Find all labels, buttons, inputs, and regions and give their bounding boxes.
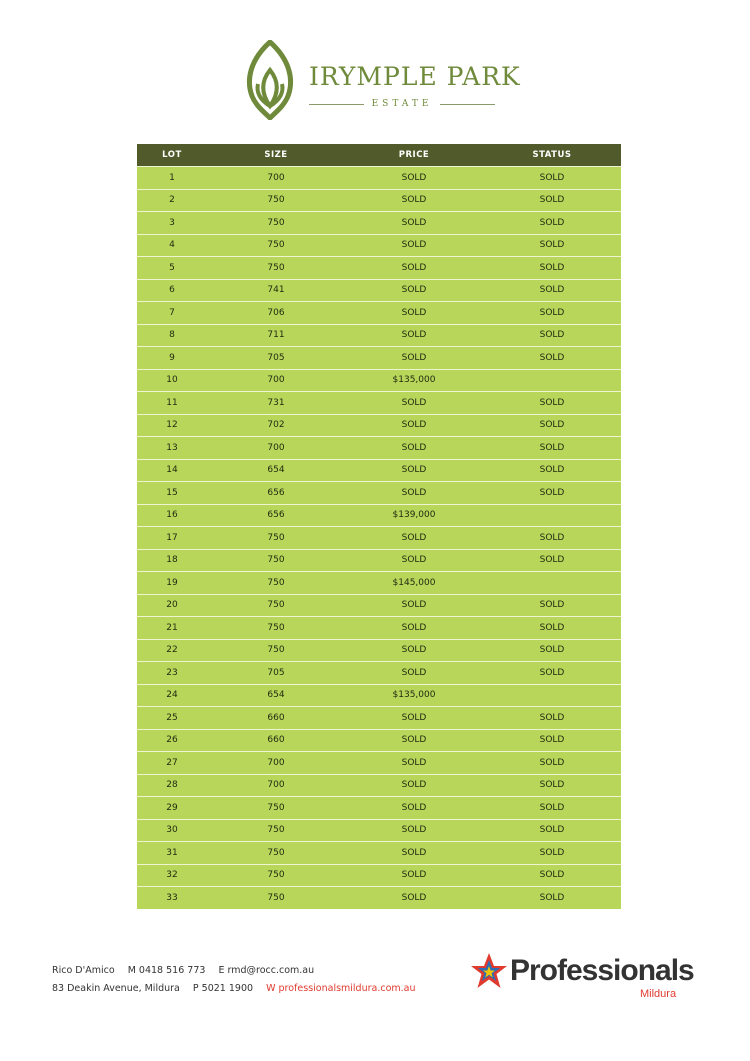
cell-lot: 22 (166, 645, 178, 656)
cell-status: SOLD (539, 825, 565, 836)
table-row (137, 504, 621, 527)
cell-status: SOLD (539, 600, 565, 611)
table-row (137, 751, 621, 774)
table-row (137, 594, 621, 617)
cell-price: SOLD (401, 735, 427, 746)
cell-price: SOLD (401, 487, 427, 498)
cell-size: 750 (267, 532, 285, 543)
cell-status: SOLD (539, 262, 565, 273)
divider (440, 104, 495, 105)
leaf-icon (244, 40, 296, 120)
cell-lot: 25 (166, 712, 178, 723)
cell-status: SOLD (539, 802, 565, 813)
table-row (137, 841, 621, 864)
cell-status: SOLD (539, 442, 565, 453)
cell-status: SOLD (539, 712, 565, 723)
cell-size: 750 (267, 802, 285, 813)
brand-name: Professionals (510, 954, 694, 987)
cell-lot: 11 (166, 397, 178, 408)
table-row (137, 774, 621, 797)
cell-size: 705 (267, 352, 285, 363)
table-row (137, 549, 621, 572)
cell-lot: 24 (166, 690, 178, 701)
cell-size: 705 (267, 667, 285, 678)
cell-status: SOLD (539, 420, 565, 431)
table-row (137, 526, 621, 549)
cell-price: SOLD (401, 847, 427, 858)
cell-lot: 13 (166, 442, 178, 453)
cell-lot: 12 (166, 420, 178, 431)
phone-number: 5021 1900 (201, 983, 254, 994)
cell-size: 750 (267, 825, 285, 836)
cell-lot: 9 (169, 352, 175, 363)
table-row (137, 481, 621, 504)
cell-lot: 14 (166, 465, 178, 476)
lot-table (137, 144, 621, 909)
professionals-logo (470, 950, 700, 1010)
office-address: 83 Deakin Avenue, Mildura (52, 983, 180, 994)
cell-size: 700 (267, 375, 285, 386)
table-row (137, 346, 621, 369)
cell-lot: 3 (169, 217, 175, 228)
table-row (137, 684, 621, 707)
table-row (137, 414, 621, 437)
cell-size: 656 (267, 510, 285, 521)
divider (309, 104, 364, 105)
cell-price: SOLD (401, 622, 427, 633)
cell-price: SOLD (401, 397, 427, 408)
cell-price: SOLD (401, 780, 427, 791)
cell-size: 750 (267, 892, 285, 903)
column-header-lot: LOT (162, 150, 182, 160)
cell-lot: 26 (166, 735, 178, 746)
cell-lot: 18 (166, 555, 178, 566)
cell-lot: 30 (166, 825, 178, 836)
cell-price: SOLD (401, 442, 427, 453)
table-row (137, 661, 621, 684)
cell-lot: 29 (166, 802, 178, 813)
cell-status: SOLD (539, 645, 565, 656)
cell-lot: 20 (166, 600, 178, 611)
website-link[interactable]: professionalsmildura.com.au (278, 983, 416, 994)
cell-price: SOLD (401, 172, 427, 183)
cell-status: SOLD (539, 735, 565, 746)
cell-lot: 19 (166, 577, 178, 588)
cell-lot: 23 (166, 667, 178, 678)
cell-size: 750 (267, 217, 285, 228)
cell-price: SOLD (401, 757, 427, 768)
table-row (137, 706, 621, 729)
cell-price: SOLD (401, 825, 427, 836)
cell-price: SOLD (401, 802, 427, 813)
cell-price: SOLD (401, 195, 427, 206)
web-label: W (266, 983, 276, 994)
cell-status: SOLD (539, 195, 565, 206)
table-row (137, 639, 621, 662)
cell-lot: 21 (166, 622, 178, 633)
cell-price: SOLD (401, 217, 427, 228)
cell-size: 741 (267, 285, 285, 296)
email-address: rmd@rocc.com.au (227, 965, 315, 976)
cell-status: SOLD (539, 870, 565, 881)
cell-price: SOLD (401, 352, 427, 363)
cell-lot: 32 (166, 870, 178, 881)
cell-lot: 16 (166, 510, 178, 521)
cell-status: SOLD (539, 285, 565, 296)
cell-status: SOLD (539, 307, 565, 318)
estate-logo (0, 36, 750, 126)
cell-price: SOLD (401, 262, 427, 273)
cell-price: $145,000 (392, 577, 436, 588)
cell-status: SOLD (539, 847, 565, 858)
cell-price: SOLD (401, 285, 427, 296)
cell-lot: 10 (166, 375, 178, 386)
cell-price: SOLD (401, 600, 427, 611)
cell-price: $139,000 (392, 510, 436, 521)
cell-size: 700 (267, 757, 285, 768)
table-row (137, 886, 621, 909)
phone-label: P (192, 983, 199, 994)
cell-price: $135,000 (392, 690, 436, 701)
cell-size: 750 (267, 847, 285, 858)
table-row (137, 571, 621, 594)
table-row (137, 256, 621, 279)
cell-lot: 15 (166, 487, 178, 498)
cell-size: 706 (267, 307, 285, 318)
contact-footer (52, 962, 452, 998)
cell-size: 750 (267, 622, 285, 633)
cell-size: 700 (267, 442, 285, 453)
cell-status: SOLD (539, 217, 565, 228)
cell-size: 702 (267, 420, 285, 431)
table-row (137, 459, 621, 482)
table-row (137, 796, 621, 819)
cell-size: 750 (267, 555, 285, 566)
cell-size: 750 (267, 262, 285, 273)
column-header-status: STATUS (532, 150, 572, 160)
cell-lot: 7 (169, 307, 175, 318)
cell-size: 654 (267, 465, 285, 476)
cell-size: 750 (267, 577, 285, 588)
brand-location: Mildura (640, 988, 677, 1000)
table-row (137, 729, 621, 752)
table-row (137, 864, 621, 887)
cell-status: SOLD (539, 330, 565, 341)
cell-price: SOLD (401, 667, 427, 678)
table-body (137, 166, 621, 909)
column-header-size: SIZE (264, 150, 288, 160)
cell-size: 660 (267, 712, 285, 723)
cell-status: SOLD (539, 555, 565, 566)
cell-size: 750 (267, 240, 285, 251)
table-row (137, 391, 621, 414)
mobile-label: M (127, 965, 136, 976)
logo-subtitle (309, 97, 495, 111)
cell-status: SOLD (539, 240, 565, 251)
cell-price: SOLD (401, 420, 427, 431)
cell-lot: 2 (169, 195, 175, 206)
logo-subtitle-text: ESTATE (371, 99, 433, 109)
table-row (137, 369, 621, 392)
cell-price: SOLD (401, 465, 427, 476)
cell-price: SOLD (401, 712, 427, 723)
table-row (137, 436, 621, 459)
cell-size: 750 (267, 870, 285, 881)
table-row (137, 279, 621, 302)
cell-size: 656 (267, 487, 285, 498)
cell-status: SOLD (539, 465, 565, 476)
cell-price: SOLD (401, 307, 427, 318)
agent-name: Rico D'Amico (52, 965, 115, 976)
cell-lot: 33 (166, 892, 178, 903)
table-row (137, 301, 621, 324)
cell-size: 750 (267, 645, 285, 656)
column-header-price: PRICE (398, 150, 430, 160)
mobile-number: 0418 516 773 (138, 965, 206, 976)
email-label: E (218, 965, 225, 976)
cell-size: 654 (267, 690, 285, 701)
cell-status: SOLD (539, 487, 565, 498)
cell-price: SOLD (401, 892, 427, 903)
cell-status: SOLD (539, 622, 565, 633)
table-header (137, 144, 621, 166)
cell-price: SOLD (401, 555, 427, 566)
cell-status: SOLD (539, 172, 565, 183)
contact-line-1 (52, 962, 452, 980)
cell-lot: 1 (169, 172, 175, 183)
cell-size: 700 (267, 780, 285, 791)
logo-title: IRYMPLE PARK (309, 62, 521, 91)
cell-price: $135,000 (392, 375, 436, 386)
cell-size: 731 (267, 397, 285, 408)
cell-status: SOLD (539, 757, 565, 768)
cell-lot: 27 (166, 757, 178, 768)
cell-size: 660 (267, 735, 285, 746)
cell-price: SOLD (401, 870, 427, 881)
cell-price: SOLD (401, 645, 427, 656)
cell-status: SOLD (539, 780, 565, 791)
table-row (137, 166, 621, 189)
table-row (137, 211, 621, 234)
cell-status: SOLD (539, 892, 565, 903)
cell-price: SOLD (401, 240, 427, 251)
cell-price: SOLD (401, 532, 427, 543)
cell-status: SOLD (539, 667, 565, 678)
cell-status: SOLD (539, 532, 565, 543)
cell-lot: 8 (169, 330, 175, 341)
cell-status: SOLD (539, 352, 565, 363)
cell-lot: 6 (169, 285, 175, 296)
table-row (137, 189, 621, 212)
cell-lot: 28 (166, 780, 178, 791)
cell-size: 750 (267, 600, 285, 611)
cell-lot: 31 (166, 847, 178, 858)
table-row (137, 819, 621, 842)
cell-lot: 17 (166, 532, 178, 543)
cell-size: 711 (267, 330, 285, 341)
cell-size: 700 (267, 172, 285, 183)
cell-price: SOLD (401, 330, 427, 341)
table-row (137, 324, 621, 347)
cell-lot: 4 (169, 240, 175, 251)
contact-line-2 (52, 980, 452, 998)
star-icon (470, 952, 508, 990)
cell-size: 750 (267, 195, 285, 206)
table-row (137, 616, 621, 639)
table-row (137, 234, 621, 257)
cell-lot: 5 (169, 262, 175, 273)
cell-status: SOLD (539, 397, 565, 408)
